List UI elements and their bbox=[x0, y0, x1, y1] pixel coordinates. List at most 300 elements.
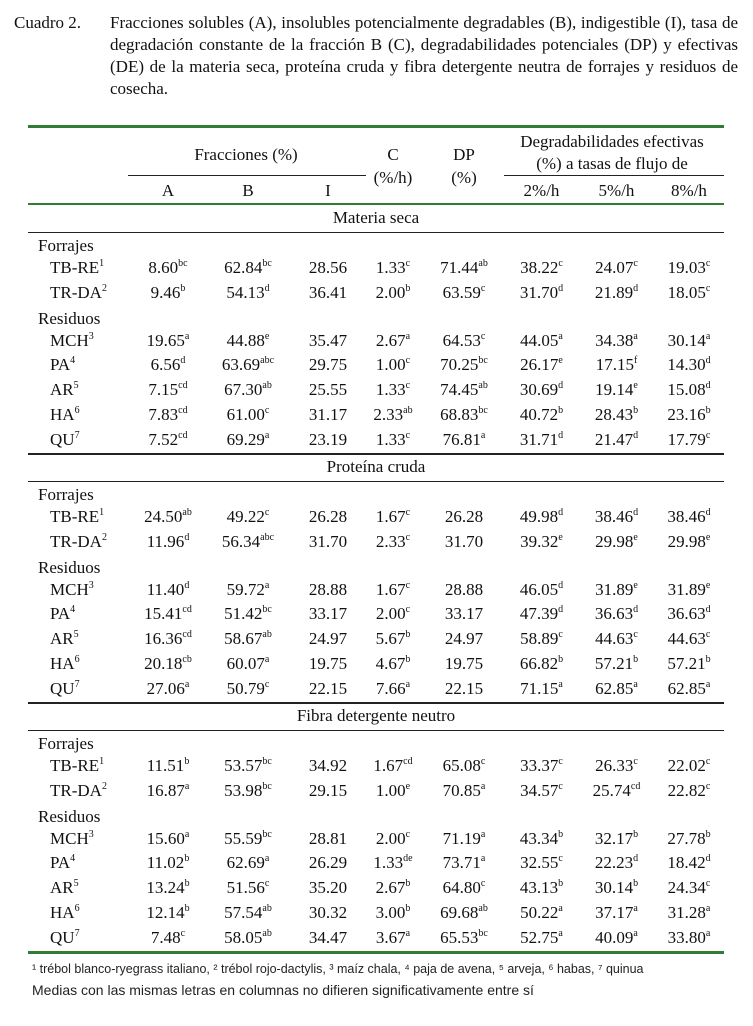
significance-letters: e bbox=[633, 531, 638, 543]
cell-d2: 31.71$^d$ bbox=[519, 429, 564, 449]
table-row bbox=[28, 679, 724, 704]
significance-letters: c bbox=[633, 629, 638, 641]
cell-d5: 44.63$^c$ bbox=[595, 629, 638, 649]
cell-dp: 68.83$^{bc}$ bbox=[440, 405, 488, 424]
row-name: $QU^7$ bbox=[50, 678, 80, 698]
header-rate-5: 5%/h bbox=[598, 181, 635, 200]
top-rule bbox=[28, 125, 724, 128]
row-name: $HA^6$ bbox=[50, 903, 80, 922]
significance-letters: cd bbox=[178, 429, 188, 441]
cell-b: 50.79$^c$ bbox=[226, 678, 270, 698]
significance-letters: e bbox=[558, 355, 563, 367]
cell-dp: 74.45$^{ab}$ bbox=[440, 380, 488, 400]
de-underline bbox=[504, 175, 724, 176]
significance-letters: a bbox=[184, 780, 190, 792]
table-row bbox=[28, 355, 724, 380]
significance-letters: c bbox=[405, 380, 411, 392]
table-row bbox=[28, 829, 724, 854]
cell-c: 2.33$^{ab}$ bbox=[373, 405, 413, 424]
cell-i: 34.92 bbox=[308, 756, 348, 775]
cell-d2: 66.82$^b$ bbox=[519, 654, 564, 673]
significance-letters: d bbox=[558, 604, 564, 616]
cell-d2: 50.22$^a$ bbox=[520, 903, 563, 922]
significance-letters: b bbox=[405, 654, 411, 665]
significance-letters: c bbox=[480, 878, 486, 890]
cell-dp: 28.88 bbox=[444, 579, 484, 599]
significance-letters: d bbox=[633, 429, 639, 441]
significance-letters: e bbox=[405, 780, 411, 792]
cell-dp: 69.68$^{ab}$ bbox=[440, 903, 488, 922]
header-dp-unit: (%) bbox=[451, 168, 477, 187]
significance-letters: e bbox=[633, 579, 638, 591]
caption-label: Cuadro 2. bbox=[14, 13, 82, 32]
footnote-significance: Medias con las mismas letras en columnas no difieren significativamente entre sí bbox=[32, 982, 534, 998]
cell-a: 13.24$^b$ bbox=[146, 878, 190, 898]
footnote-marker: 5 bbox=[73, 380, 79, 392]
footnote-marker: 5 bbox=[73, 878, 79, 890]
cell-d8: 29.98e bbox=[667, 531, 711, 551]
significance-letters: c bbox=[705, 282, 711, 294]
table-row bbox=[28, 405, 724, 430]
significance-letters: bc bbox=[262, 258, 272, 269]
significance-letters: a bbox=[558, 927, 563, 939]
cell-b: 62.69$^a$ bbox=[226, 853, 270, 873]
significance-letters: a bbox=[558, 903, 563, 914]
header-rate-2: 2%/h bbox=[523, 181, 560, 200]
row-name: $TR-DA^2$ bbox=[50, 531, 107, 551]
row-name: $TB-RE^1$ bbox=[50, 507, 105, 526]
cell-a: 11.96$^d$ bbox=[146, 531, 190, 551]
significance-letters: c bbox=[405, 507, 411, 518]
significance-letters: ab bbox=[262, 927, 272, 939]
significance-letters: cd bbox=[182, 629, 192, 641]
significance-letters: c bbox=[633, 756, 638, 767]
cell-c: 3.00$^b$ bbox=[375, 903, 411, 922]
table-row bbox=[28, 283, 724, 308]
significance-letters: a bbox=[705, 927, 711, 939]
cell-d8: 17.79$^c$ bbox=[667, 429, 711, 449]
cell-d8: 38.46$^d$ bbox=[667, 507, 711, 526]
significance-letters: cd bbox=[178, 380, 188, 392]
row-name: $TR-DA^2$ bbox=[50, 780, 107, 800]
cell-d5: 17.15$^f$ bbox=[595, 355, 638, 375]
significance-letters: bc bbox=[478, 355, 488, 367]
table-row bbox=[28, 380, 724, 405]
significance-letters: bc bbox=[178, 258, 188, 269]
footnote-marker: 7 bbox=[74, 678, 80, 690]
cell-i: 36.41 bbox=[308, 282, 348, 302]
significance-letters: d bbox=[633, 282, 639, 294]
significance-letters: c bbox=[480, 330, 486, 342]
section-separator bbox=[28, 453, 724, 455]
cell-a: 12.14$^b$ bbox=[146, 903, 190, 922]
significance-letters: c bbox=[705, 756, 711, 767]
cell-d8: 19.03$^c$ bbox=[667, 258, 711, 277]
cell-d5: 38.46$^d$ bbox=[594, 507, 639, 526]
header-c-unit: (%/h) bbox=[373, 168, 413, 187]
cell-b: 58.67$^{ab}$ bbox=[224, 629, 272, 649]
row-name: $HA^6$ bbox=[50, 654, 80, 673]
footnote-legend: ¹ trébol blanco-ryegrass italiano, ² trébol rojo-dactylis, ³ maíz chala, ⁴ paja de avena, ⁵ arveja, ⁶ habas, ⁷ quinua bbox=[32, 962, 644, 976]
cell-c: 2.00$^c$ bbox=[375, 604, 411, 624]
cell-a: 19.65$^a$ bbox=[146, 330, 190, 350]
significance-letters: bc bbox=[262, 756, 272, 767]
cell-b: 67.30$^{ab}$ bbox=[224, 380, 272, 400]
significance-letters: ab bbox=[262, 380, 272, 392]
significance-letters: a bbox=[264, 579, 270, 591]
significance-letters: bc bbox=[478, 405, 488, 416]
significance-letters: c bbox=[705, 780, 711, 792]
cell-d8: 23.16$^b$ bbox=[667, 405, 711, 424]
footnote-marker: 2 bbox=[101, 531, 107, 543]
cell-i: 28.81 bbox=[308, 828, 348, 848]
cell-a: 7.52$^{cd}$ bbox=[148, 429, 188, 449]
significance-letters: b bbox=[405, 629, 411, 641]
significance-letters: d bbox=[558, 429, 564, 441]
cell-b: 58.05$^{ab}$ bbox=[224, 927, 272, 947]
significance-letters: c bbox=[558, 629, 563, 641]
cell-d8: 18.42$^d$ bbox=[667, 853, 711, 873]
section-rule bbox=[28, 730, 724, 731]
significance-letters: de bbox=[403, 853, 413, 865]
significance-letters: b bbox=[184, 756, 190, 767]
significance-letters: e bbox=[705, 531, 711, 543]
header-dp: DP bbox=[453, 145, 475, 164]
table-caption bbox=[14, 12, 738, 100]
cell-a: 9.46$^b$ bbox=[150, 282, 186, 302]
cell-a: 8.60$^{bc}$ bbox=[148, 258, 188, 277]
cell-d2: 49.98$^d$ bbox=[519, 507, 564, 526]
table-row bbox=[28, 903, 724, 928]
significance-letters: a bbox=[184, 678, 190, 690]
table-row bbox=[28, 853, 724, 878]
cell-a: 24.50$^{ab}$ bbox=[144, 507, 192, 526]
significance-letters: b bbox=[405, 903, 411, 914]
footnote-marker: 7 bbox=[74, 429, 80, 441]
cell-i: 22.15 bbox=[308, 678, 348, 698]
significance-letters: d bbox=[180, 355, 186, 367]
cell-i: 31.17 bbox=[308, 405, 348, 424]
table-row bbox=[28, 430, 724, 455]
significance-letters: c bbox=[705, 629, 711, 641]
cell-i: 23.19 bbox=[308, 429, 348, 449]
cell-d2: 34.57$^c$ bbox=[520, 780, 563, 800]
cell-a: 11.02$^b$ bbox=[146, 853, 190, 873]
cell-d5: 40.09$^a$ bbox=[595, 927, 638, 947]
row-name: $HA^6$ bbox=[50, 405, 80, 424]
header-rule bbox=[28, 203, 724, 205]
significance-letters: b bbox=[633, 828, 639, 840]
significance-letters: c bbox=[405, 429, 411, 441]
significance-letters: a bbox=[633, 678, 638, 690]
significance-letters: b bbox=[405, 282, 411, 294]
bottom-rule bbox=[28, 951, 724, 954]
cell-c: 1.33$^c$ bbox=[375, 258, 411, 277]
caption-text: Fracciones solubles (A), insolubles potencialmente degradables (B), indigestible (I), tasa de degradación constante de la fracción B (C), degradabilidades potenciales (DP) y efectivas (DE) de la materia seca, proteína cruda y fibra detergente neutra de forrajes y residuos de cosecha. bbox=[110, 13, 738, 98]
significance-letters: d bbox=[184, 531, 190, 543]
row-name: MCH$^3$ bbox=[50, 579, 94, 599]
cell-d2: 33.37$^c$ bbox=[520, 756, 563, 775]
significance-letters: c bbox=[633, 258, 638, 269]
cell-d5: 24.07$^c$ bbox=[595, 258, 638, 277]
significance-letters: ab bbox=[403, 405, 413, 416]
significance-letters: a bbox=[633, 330, 638, 342]
row-name: $AR^5$ bbox=[50, 380, 79, 400]
footnote-marker: 3 bbox=[88, 330, 94, 342]
significance-letters: cd bbox=[630, 780, 641, 792]
row-name: $TB-RE^1$ bbox=[50, 258, 105, 277]
significance-letters: a bbox=[705, 903, 711, 914]
cell-d5: 32.17$^b$ bbox=[594, 828, 639, 848]
footnote-marker: 4 bbox=[70, 604, 76, 616]
header-i: I bbox=[325, 181, 331, 200]
cell-i: 34.47 bbox=[308, 927, 348, 947]
significance-letters: a bbox=[184, 330, 190, 342]
cell-c: 1.67$^c$ bbox=[375, 579, 411, 599]
cell-b: 56.34$^{abc}$ bbox=[221, 531, 275, 551]
table-row bbox=[28, 532, 724, 557]
cell-dp: 22.15 bbox=[444, 678, 484, 698]
section-title: Materia seca bbox=[332, 208, 420, 227]
significance-letters: c bbox=[705, 429, 711, 441]
significance-letters: d bbox=[558, 380, 564, 392]
cell-d8: 33.80$^a$ bbox=[667, 927, 711, 947]
significance-letters: abc bbox=[260, 355, 275, 367]
cell-dp: 24.97 bbox=[444, 629, 484, 649]
significance-letters: d bbox=[705, 604, 711, 616]
cell-dp: 26.28 bbox=[444, 507, 484, 526]
header-de-line1: Degradabilidades efectivas bbox=[520, 132, 704, 151]
footnote-marker: 5 bbox=[73, 629, 79, 641]
significance-letters: ab bbox=[182, 507, 192, 518]
cell-c: 1.33$^c$ bbox=[375, 380, 411, 400]
cell-i: 28.88 bbox=[308, 579, 348, 599]
cell-d5: 37.17$^a$ bbox=[595, 903, 638, 922]
cell-dp: 63.59$^c$ bbox=[442, 282, 486, 302]
significance-letters: b bbox=[633, 654, 639, 665]
cell-d5: 29.98e bbox=[595, 531, 638, 551]
table-row bbox=[28, 258, 724, 283]
cell-b: 63.69$^{abc}$ bbox=[221, 355, 275, 375]
cell-a: 7.83$^{cd}$ bbox=[148, 405, 188, 424]
cell-c: 1.00$^c$ bbox=[375, 355, 411, 375]
significance-letters: b bbox=[184, 853, 190, 865]
significance-letters: a bbox=[264, 853, 270, 865]
significance-letters: cb bbox=[182, 654, 192, 665]
cell-b: 51.56$^c$ bbox=[226, 878, 270, 898]
significance-letters: a bbox=[558, 678, 563, 690]
significance-letters: b bbox=[558, 878, 564, 890]
cell-dp: 70.85$^a$ bbox=[442, 780, 486, 800]
cell-d2: 40.72$^b$ bbox=[519, 405, 564, 424]
cell-b: 53.98$^{bc}$ bbox=[224, 780, 272, 800]
significance-letters: d bbox=[705, 853, 711, 865]
significance-letters: a bbox=[264, 429, 270, 441]
significance-letters: bc bbox=[262, 780, 272, 792]
footnote-marker: 6 bbox=[74, 654, 80, 665]
cell-d2: 47.39$^d$ bbox=[519, 604, 564, 624]
cell-d8: 15.08$^d$ bbox=[667, 380, 711, 400]
significance-letters: c bbox=[558, 756, 563, 767]
cell-d5: 22.23$^d$ bbox=[594, 853, 639, 873]
row-name: $QU^7$ bbox=[50, 429, 80, 449]
cell-i: 30.32 bbox=[308, 903, 348, 922]
significance-letters: a bbox=[480, 429, 486, 441]
cell-d2: 52.75$^a$ bbox=[520, 927, 563, 947]
header-b: B bbox=[242, 181, 254, 200]
significance-letters: a bbox=[480, 828, 486, 840]
significance-letters: c bbox=[264, 507, 270, 518]
row-name: $PA^4$ bbox=[50, 853, 76, 873]
cell-c: 1.67$^c$ bbox=[375, 507, 411, 526]
significance-letters: e bbox=[558, 531, 563, 543]
cell-d8: 22.82$^c$ bbox=[667, 780, 711, 800]
significance-letters: c bbox=[264, 878, 270, 890]
significance-letters: d bbox=[264, 282, 270, 294]
cell-c: 1.33$^c$ bbox=[375, 429, 411, 449]
significance-letters: c bbox=[405, 604, 411, 616]
cell-d2: 30.69$^d$ bbox=[519, 380, 564, 400]
cell-a: 20.18$^{cb}$ bbox=[144, 654, 192, 673]
cell-d5: 28.43$^b$ bbox=[594, 405, 639, 424]
table-row bbox=[28, 654, 724, 679]
cell-c: 2.00$^c$ bbox=[375, 828, 411, 848]
significance-letters: d bbox=[633, 853, 639, 865]
cell-b: 59.72$^a$ bbox=[226, 579, 270, 599]
significance-letters: b bbox=[184, 903, 190, 914]
cell-d2: 39.32e bbox=[520, 531, 563, 551]
header-de-line2: (%) a tasas de flujo de bbox=[536, 154, 688, 173]
cell-c: 1.33de bbox=[373, 853, 413, 873]
cell-d2: 71.15$^a$ bbox=[520, 678, 563, 698]
significance-letters: c bbox=[405, 531, 411, 543]
cell-b: 51.42$^{bc}$ bbox=[224, 604, 272, 624]
significance-letters: b bbox=[558, 654, 564, 665]
significance-letters: d bbox=[558, 282, 564, 294]
row-name: MCH$^3$ bbox=[50, 330, 94, 350]
cell-d2: 31.70$^d$ bbox=[519, 282, 564, 302]
cell-a: 27.06$^a$ bbox=[146, 678, 190, 698]
cell-d8: 44.63$^c$ bbox=[667, 629, 711, 649]
cell-a: 15.41$^{cd}$ bbox=[144, 604, 192, 624]
cell-b: 60.07$^a$ bbox=[226, 654, 270, 673]
cell-b: 69.29$^a$ bbox=[226, 429, 270, 449]
table-row bbox=[28, 781, 724, 806]
cell-d5: 21.47$^d$ bbox=[594, 429, 639, 449]
section-rule bbox=[28, 232, 724, 233]
header-c: C bbox=[387, 145, 399, 164]
cell-a: 7.15$^{cd}$ bbox=[148, 380, 188, 400]
significance-letters: bc bbox=[478, 927, 488, 939]
cell-c: 4.67$^b$ bbox=[375, 654, 411, 673]
cell-d8: 22.02$^c$ bbox=[667, 756, 711, 775]
group-label-forrajes: Forrajes bbox=[38, 734, 94, 753]
cell-d8: 27.78$^b$ bbox=[667, 828, 711, 848]
significance-letters: d bbox=[184, 579, 190, 591]
row-name: $AR^5$ bbox=[50, 878, 79, 898]
cell-d2: 43.13$^b$ bbox=[519, 878, 564, 898]
cell-c: 7.66$^a$ bbox=[375, 678, 411, 698]
footnote-marker: 4 bbox=[70, 355, 76, 367]
cell-b: 54.13$^d$ bbox=[226, 282, 270, 302]
significance-letters: c bbox=[180, 927, 186, 939]
significance-letters: bc bbox=[262, 828, 272, 840]
cell-d5: 34.38$^a$ bbox=[595, 330, 638, 350]
cell-dp: 31.70 bbox=[444, 531, 484, 551]
cell-dp: 73.71$^a$ bbox=[442, 853, 486, 873]
cell-d5: 36.63$^d$ bbox=[594, 604, 639, 624]
footnote-marker: 1 bbox=[99, 756, 105, 767]
section-separator bbox=[28, 702, 724, 704]
footnote-marker: 6 bbox=[74, 903, 80, 914]
significance-letters: c bbox=[705, 878, 711, 890]
significance-letters: a bbox=[705, 330, 711, 342]
group-label-forrajes: Forrajes bbox=[38, 485, 94, 504]
cell-d8: 24.34$^c$ bbox=[667, 878, 711, 898]
cell-d8: 36.63$^d$ bbox=[667, 604, 711, 624]
footnote-marker: 7 bbox=[74, 927, 80, 939]
section-title: Fibra detergente neutro bbox=[296, 706, 456, 725]
group-label-forrajes: Forrajes bbox=[38, 236, 94, 255]
fracciones-underline bbox=[128, 175, 366, 176]
cell-d5: 19.14e bbox=[595, 380, 638, 400]
significance-letters: a bbox=[480, 853, 486, 865]
significance-letters: b bbox=[633, 878, 639, 890]
cell-dp: 19.75 bbox=[444, 654, 484, 673]
significance-letters: d bbox=[558, 579, 564, 591]
cell-dp: 64.80$^c$ bbox=[442, 878, 486, 898]
group-label-residuos: Residuos bbox=[38, 557, 101, 577]
significance-letters: c bbox=[480, 282, 486, 294]
significance-letters: cd bbox=[403, 756, 413, 767]
significance-letters: ab bbox=[478, 258, 488, 269]
table-row bbox=[28, 629, 724, 654]
cell-a: 11.51$^b$ bbox=[146, 756, 190, 775]
significance-letters: d bbox=[558, 507, 564, 518]
cell-d2: 38.22$^c$ bbox=[520, 258, 563, 277]
significance-letters: c bbox=[405, 828, 411, 840]
cell-dp: 65.08$^c$ bbox=[442, 756, 486, 775]
cell-dp: 76.81$^a$ bbox=[442, 429, 486, 449]
row-name: $QU^7$ bbox=[50, 927, 80, 947]
cell-i: 25.55 bbox=[308, 380, 348, 400]
significance-letters: c bbox=[264, 678, 270, 690]
cell-d2: 26.17e bbox=[520, 355, 563, 375]
cell-dp: 71.19$^a$ bbox=[442, 828, 486, 848]
cell-d8: 18.05$^c$ bbox=[667, 282, 711, 302]
significance-letters: c bbox=[405, 355, 411, 367]
cell-b: 53.57$^{bc}$ bbox=[224, 756, 272, 775]
header-fracciones: Fracciones (%) bbox=[194, 145, 298, 164]
cell-c: 2.67$^b$ bbox=[375, 878, 411, 898]
significance-letters: d bbox=[633, 604, 639, 616]
footnote-marker: 1 bbox=[99, 258, 105, 269]
significance-letters: abc bbox=[260, 531, 275, 543]
cell-i: 31.70 bbox=[308, 531, 348, 551]
row-name: MCH$^3$ bbox=[50, 828, 94, 848]
cell-d2: 43.34$^b$ bbox=[519, 828, 564, 848]
significance-letters: a bbox=[705, 678, 711, 690]
cell-i: 29.15 bbox=[308, 780, 348, 800]
footnote-marker: 2 bbox=[101, 282, 107, 294]
significance-letters: a bbox=[184, 828, 190, 840]
significance-letters: b bbox=[184, 878, 190, 890]
section-rule bbox=[28, 481, 724, 482]
significance-letters: d bbox=[705, 507, 711, 518]
cell-dp: 70.25$^{bc}$ bbox=[440, 355, 488, 375]
group-label-residuos: Residuos bbox=[38, 806, 101, 826]
cell-d5: 30.14$^b$ bbox=[594, 878, 639, 898]
